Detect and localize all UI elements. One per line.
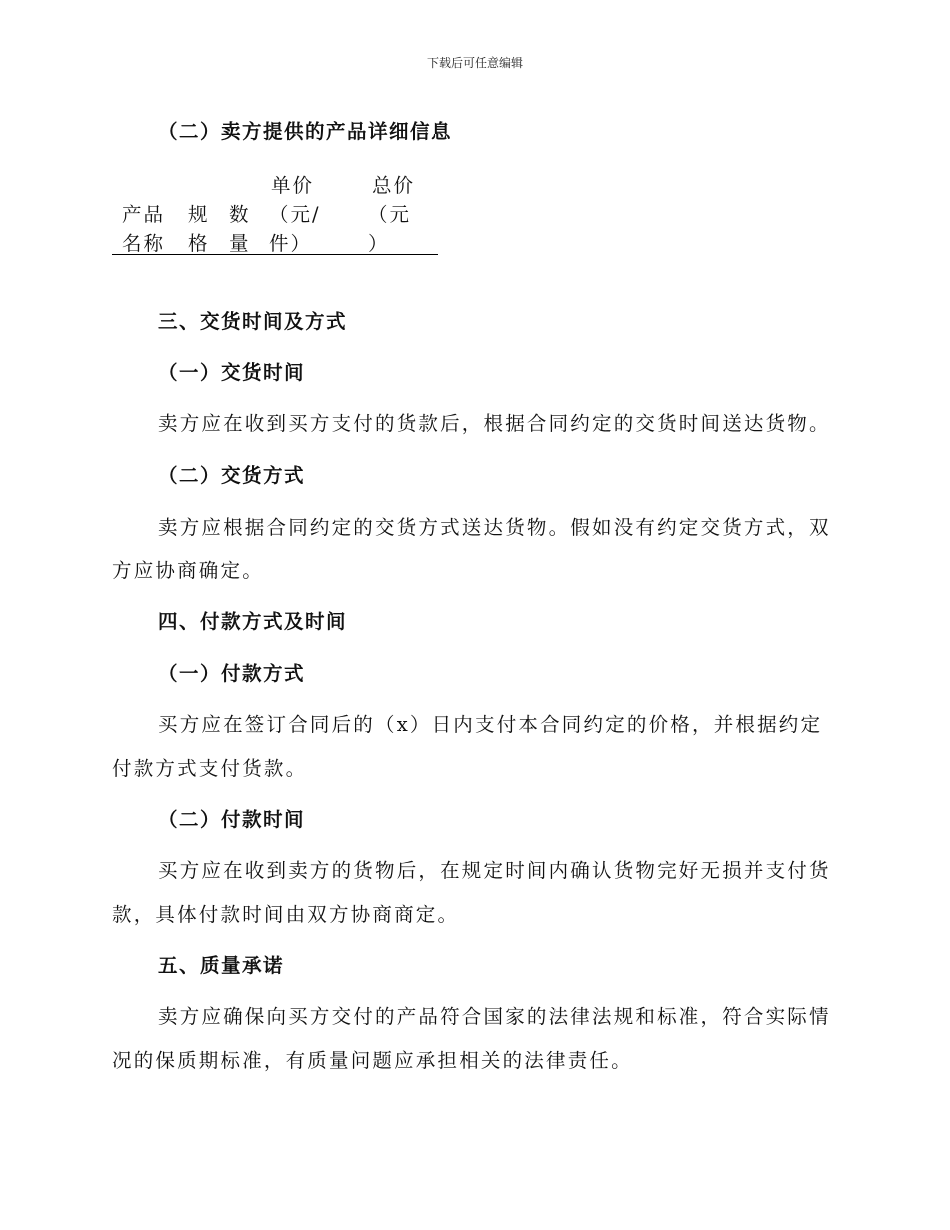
table-header-qty-line1: 数 [229,203,251,226]
table-header-unit-price-line3: 件） [269,232,313,255]
section4-sub1-text-line1: 买方应在签订合同后的（x）日内支付本合同约定的价格，并根据约定 [158,713,823,736]
section5-heading: 五、质量承诺 [158,954,285,977]
header-note: 下载后可任意编辑 [426,56,523,70]
table-header-total-line2: （元 [368,203,412,226]
section3-sub2-heading: （二）交货方式 [158,464,306,487]
section3-sub1-heading: （一）交货时间 [158,361,306,384]
table-header-unit-price-line2: （元/ [269,203,321,226]
section4-heading: 四、付款方式及时间 [158,610,348,633]
section3-sub2-text-line2: 方应协商确定。 [112,559,264,582]
table-header-qty-line2: 量 [229,232,251,255]
section3-sub1-text: 卖方应在收到买方支付的货款后，根据合同约定的交货时间送达货物。 [158,412,831,435]
table-header-total-line1: 总价 [372,174,416,197]
section4-sub1-text-line2: 付款方式支付货款。 [112,757,308,780]
table-header-name-line2: 名称 [122,232,166,255]
section3-sub2-text-line1: 卖方应根据合同约定的交货方式送达货物。假如没有约定交货方式，双 [158,516,831,539]
table-header-unit-price-line1: 单价 [271,174,315,197]
table-rule [112,254,438,255]
table-header-spec-line1: 规 [188,203,210,226]
section4-sub2-text-line1: 买方应在收到卖方的货物后，在规定时间内确认货物完好无损并支付货 [158,859,831,882]
section4-sub2-heading: （二）付款时间 [158,808,306,831]
table-header-total-line3: ） [368,232,390,255]
section5-text-line1: 卖方应确保向买方交付的产品符合国家的法律法规和标准，符合实际情 [158,1005,831,1028]
section4-sub2-text-line2: 款，具体付款时间由双方协商商定。 [112,903,460,926]
section3-heading: 三、交货时间及方式 [158,310,348,333]
section4-sub1-heading: （一）付款方式 [158,662,306,685]
table-header-name-line1: 产品 [122,203,166,226]
product-details-heading: （二）卖方提供的产品详细信息 [158,120,453,143]
section5-text-line2: 况的保质期标准，有质量问题应承担相关的法律责任。 [112,1049,633,1072]
table-header-spec-line2: 格 [188,232,210,255]
